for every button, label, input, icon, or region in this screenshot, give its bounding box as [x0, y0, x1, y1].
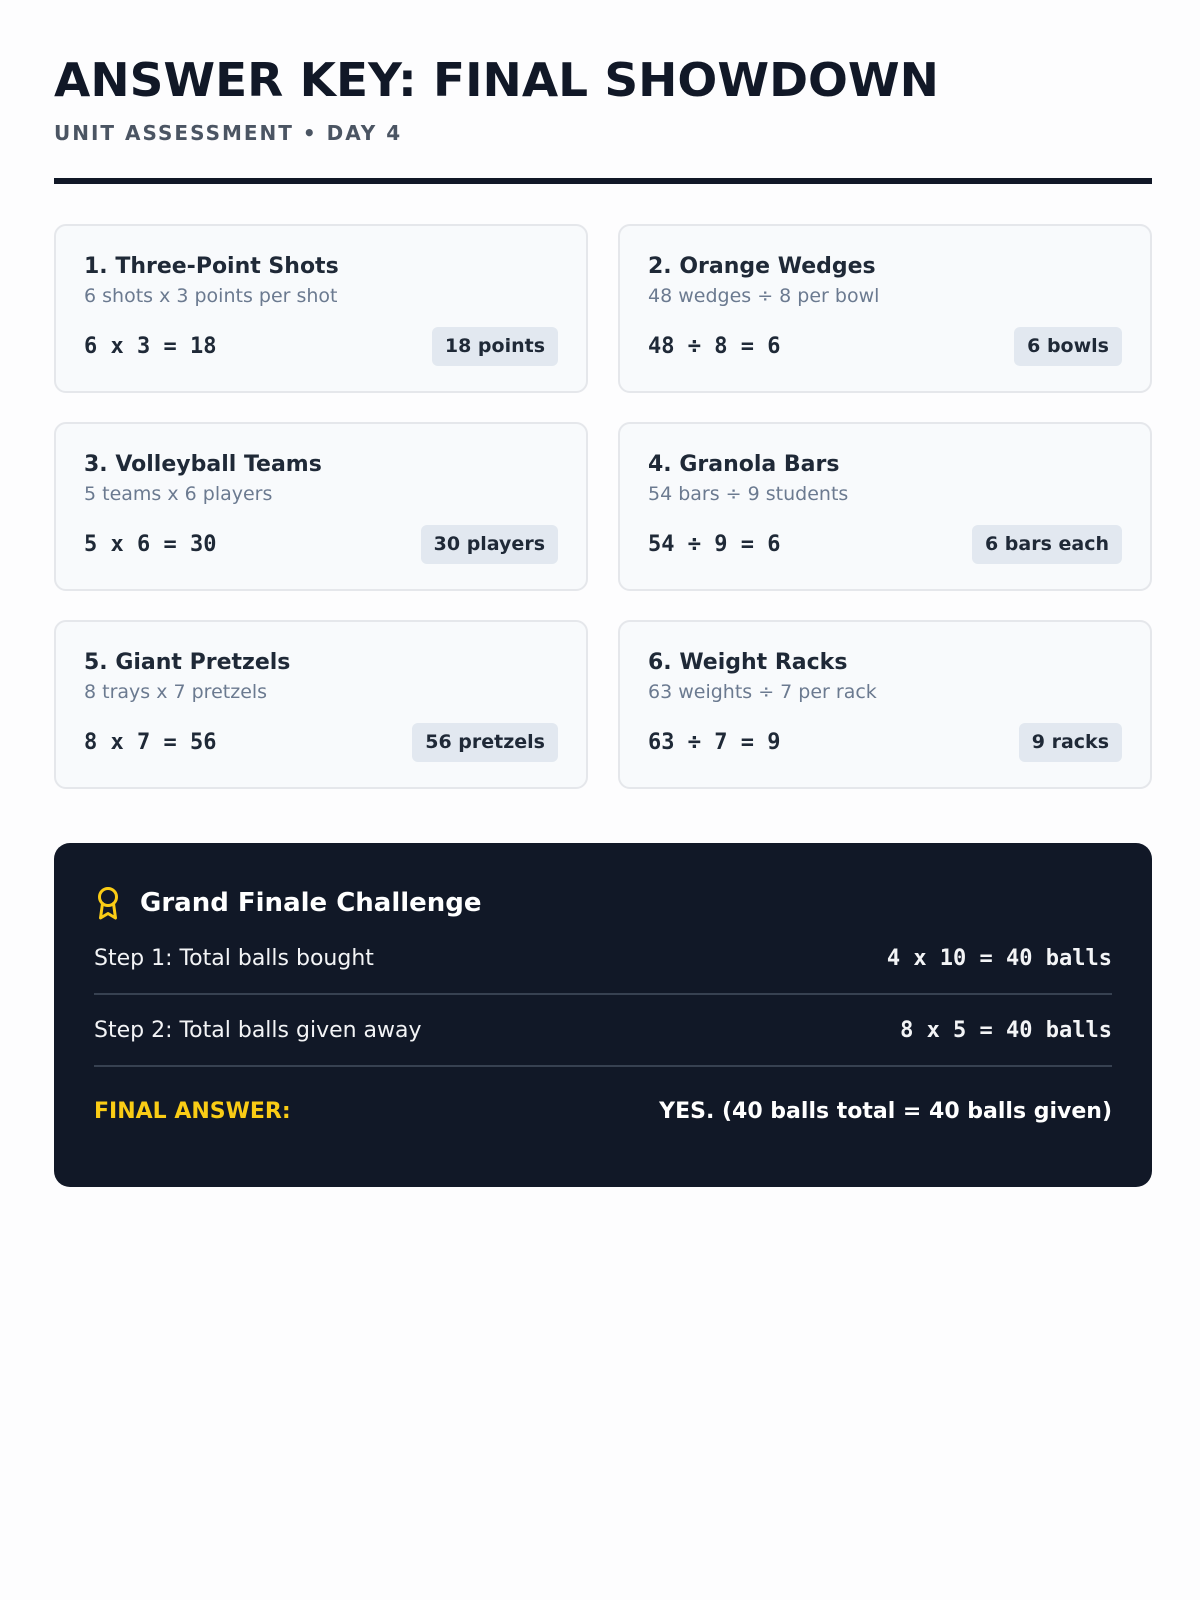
final-answer-value: YES. (40 balls total = 40 balls given) [659, 1098, 1112, 1124]
problem-title: 2. Orange Wedges [648, 254, 876, 279]
problem-title: 6. Weight Racks [648, 650, 848, 675]
problem-solution-row [648, 722, 1122, 762]
problem-title: 1. Three-Point Shots [84, 254, 339, 279]
problem-equation: 8 x 7 = 56 [84, 729, 217, 755]
problem-description: 48 wedges ÷ 8 per bowl [648, 285, 880, 307]
problem-title: 5. Giant Pretzels [84, 650, 291, 675]
problem-card [54, 224, 588, 393]
step-label: Step 2: Total balls given away [94, 1017, 422, 1043]
problem-description: 5 teams x 6 players [84, 483, 273, 505]
problem-solution-row [648, 524, 1122, 564]
problem-description: 54 bars ÷ 9 students [648, 483, 849, 505]
answer-badge: 6 bars each [972, 525, 1122, 564]
problem-card [618, 422, 1152, 591]
problem-solution-row [84, 524, 558, 564]
answer-badge: 9 racks [1019, 723, 1122, 762]
finale-header [94, 883, 1112, 923]
problem-card [54, 620, 588, 789]
problem-card [54, 422, 588, 591]
step-equation: 4 x 10 = 40 balls [886, 945, 1112, 971]
finale-title: Grand Finale Challenge [140, 888, 482, 918]
step-label: Step 1: Total balls bought [94, 945, 374, 971]
grand-finale-panel [54, 843, 1152, 1187]
answer-key-page [54, 0, 1152, 1187]
problem-description: 63 weights ÷ 7 per rack [648, 681, 877, 703]
finale-step [94, 995, 1112, 1067]
final-answer-row [94, 1067, 1112, 1155]
problem-grid [54, 224, 1152, 789]
step-equation: 8 x 5 = 40 balls [900, 1017, 1112, 1043]
problem-title: 3. Volleyball Teams [84, 452, 322, 477]
problem-description: 6 shots x 3 points per shot [84, 285, 338, 307]
finale-step [94, 923, 1112, 995]
problem-equation: 48 ÷ 8 = 6 [648, 333, 781, 359]
answer-badge: 56 pretzels [412, 723, 558, 762]
problem-equation: 63 ÷ 7 = 9 [648, 729, 781, 755]
problem-card [618, 224, 1152, 393]
final-answer-label: FINAL ANSWER: [94, 1098, 291, 1124]
problem-equation: 54 ÷ 9 = 6 [648, 531, 781, 557]
header-divider [54, 178, 1152, 184]
problem-equation: 5 x 6 = 30 [84, 531, 217, 557]
problem-solution-row [84, 326, 558, 366]
problem-equation: 6 x 3 = 18 [84, 333, 217, 359]
problem-card [618, 620, 1152, 789]
page-header [54, 0, 1152, 184]
answer-badge: 30 players [421, 525, 558, 564]
page-title: ANSWER KEY: FINAL SHOWDOWN [54, 53, 939, 107]
problem-solution-row [648, 326, 1122, 366]
problem-description: 8 trays x 7 pretzels [84, 681, 268, 703]
problem-title: 4. Granola Bars [648, 452, 840, 477]
problem-solution-row [84, 722, 558, 762]
award-ribbon-icon [94, 886, 122, 920]
page-subtitle: UNIT ASSESSMENT • DAY 4 [54, 121, 403, 145]
answer-badge: 6 bowls [1014, 327, 1122, 366]
answer-badge: 18 points [432, 327, 558, 366]
